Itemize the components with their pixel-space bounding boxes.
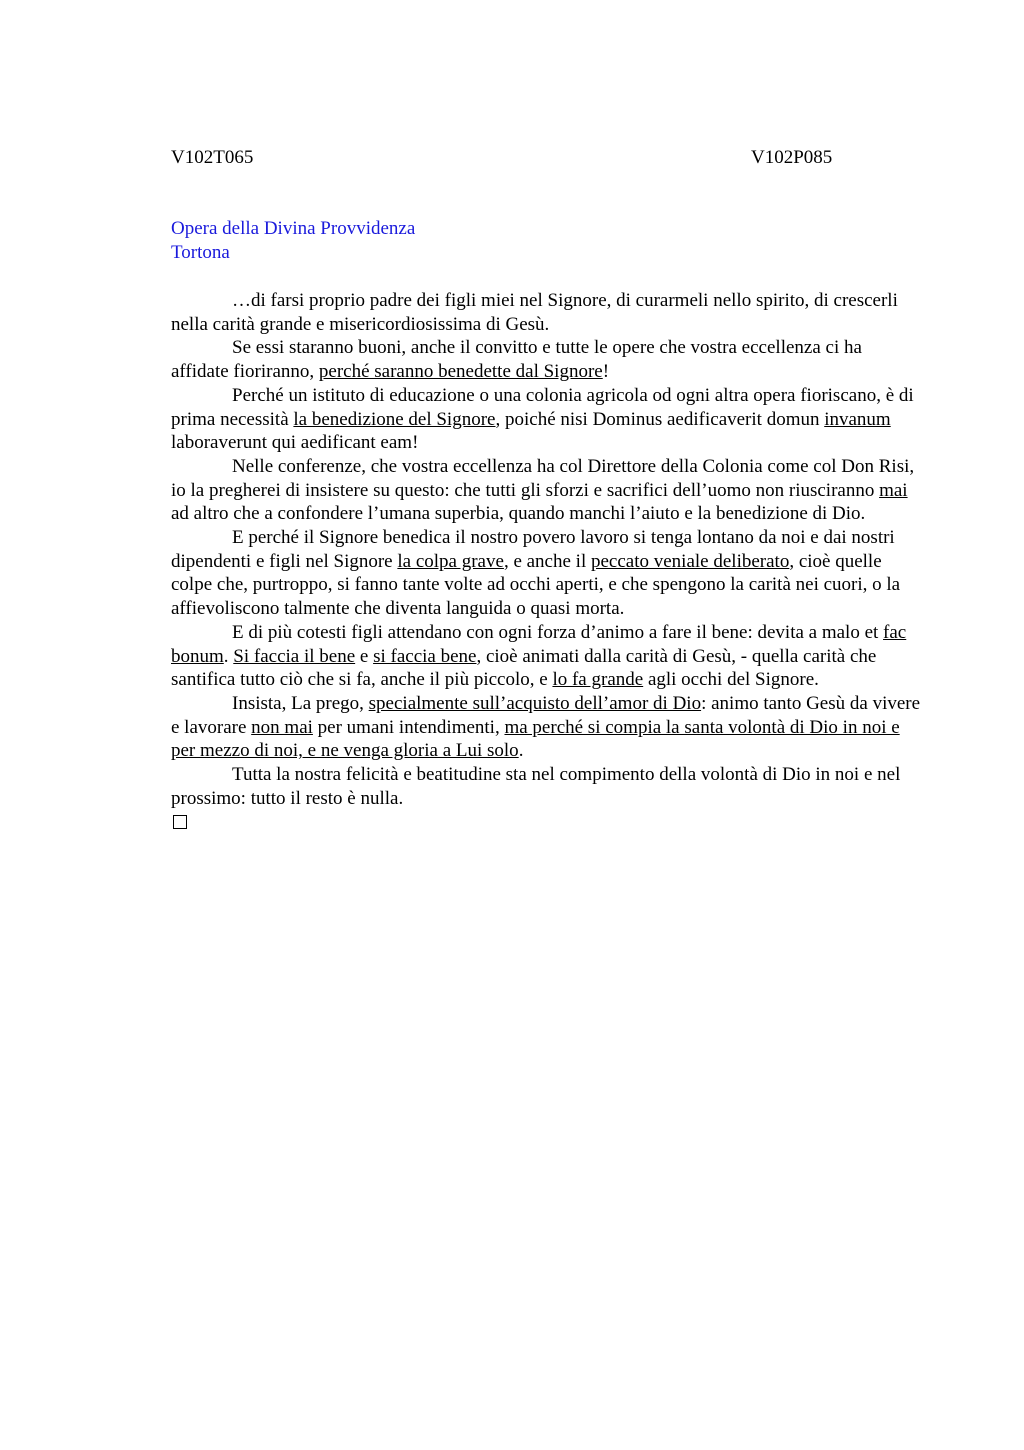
- text-segment: e: [355, 645, 374, 667]
- text-segment: .: [518, 740, 524, 762]
- text-segment: Perché un istituto di educazione o una colonia agricola od ogni altra opera fioriscano, è di prima necessità: [171, 384, 914, 430]
- underlined-text: si faccia bene: [373, 645, 477, 667]
- text-segment: E perché il Signore benedica il nostro povero lavoro si tenga lontano da noi e dai nostri dipendenti e figli nel Signore: [171, 527, 895, 572]
- empty-square-icon: [173, 815, 187, 829]
- paragraph-list: [171, 289, 923, 810]
- text-segment: Insista, La prego,: [232, 692, 369, 714]
- underlined-text: la benedizione del Signore: [293, 408, 496, 430]
- underlined-text: mai: [879, 479, 908, 501]
- text-segment: : animo tanto Gesù da vivere e lavorare: [171, 692, 921, 738]
- text-segment: .: [223, 645, 234, 667]
- text-segment: ad altro che a confondere l’umana superbia, quando manchi l’aiuto e la benedizione di Dio.: [171, 503, 866, 525]
- letterhead-city: Tortona: [171, 242, 230, 263]
- underlined-text: invanum: [824, 408, 891, 430]
- text-segment: Nelle conferenze, che vostra eccellenza ha col Direttore della Colonia come col Don Risi, io la pregherei di insistere su questo: che tutti gli sforzi e sacrifici dell’uomo non riusciranno: [171, 455, 915, 501]
- underlined-text: perché saranno benedette dal Signore: [318, 361, 603, 383]
- letterhead: [171, 217, 415, 265]
- text-segment: Se essi staranno buoni, anche il convitto e tutte le opere che vostra eccellenza ci ha affidate fioriranno,: [171, 337, 862, 383]
- document-code-right: V102P085: [751, 147, 833, 168]
- text-segment: , e anche il: [503, 550, 591, 572]
- text-segment: per umani intendimenti,: [312, 716, 505, 738]
- paragraph: [171, 289, 923, 336]
- underlined-text: non mai: [251, 716, 313, 738]
- text-segment: E di più cotesti figli attendano con ogni forza d’animo a fare il bene: devita a malo et: [232, 621, 884, 643]
- underlined-text: peccato veniale deliberato: [590, 550, 790, 572]
- text-segment: agli occhi del Signore.: [643, 669, 819, 691]
- text-segment: …di farsi proprio padre dei figli miei nel Signore, di curarmeli nello spirito, di crescerli nella carità grande e misericordiosissima di Gesù.: [171, 290, 898, 335]
- letterhead-organization: Opera della Divina Provvidenza: [171, 218, 416, 239]
- text-segment: , cioè quelle colpe che, purtroppo, si fanno tante volte ad occhi aperti, e che spengono la carità nei cuori, o la affievoliscono talmente che diventa languida o quasi morta.: [171, 550, 901, 620]
- underlined-text: la colpa grave: [397, 550, 504, 572]
- paragraph: [171, 336, 923, 383]
- paragraph: [171, 763, 923, 810]
- text-segment: , poiché nisi Dominus aedificaverit domun: [495, 408, 825, 430]
- paragraph: [171, 621, 923, 692]
- underlined-text: lo fa grande: [552, 669, 644, 691]
- paragraph: [171, 526, 923, 621]
- text-segment: Tutta la nostra felicità e beatitudine sta nel compimento della volontà di Dio in noi e nel prossimo: tutto il resto è nulla.: [171, 764, 901, 809]
- paragraph: [171, 384, 923, 455]
- underlined-text: Si faccia il bene: [233, 645, 356, 667]
- underlined-text: ma perché si compia la santa volontà di Dio in noi e per mezzo di noi, e ne venga gloria a Lui solo: [171, 716, 900, 762]
- paragraph: [171, 455, 923, 526]
- paragraph: [171, 692, 923, 763]
- text-segment: , cioè animati dalla carità di Gesù, - quella carità che santifica tutto ciò che si fa, anche il più piccolo, e: [171, 645, 877, 691]
- letter-body: [171, 289, 923, 829]
- underlined-text: specialmente sull’acquisto dell’amor di Dio: [368, 692, 702, 714]
- document-code-left: V102T065: [171, 147, 254, 168]
- text-segment: laboraverunt qui aedificant eam!: [171, 432, 419, 454]
- text-segment: !: [602, 361, 610, 383]
- underlined-text: fac bonum: [171, 621, 907, 667]
